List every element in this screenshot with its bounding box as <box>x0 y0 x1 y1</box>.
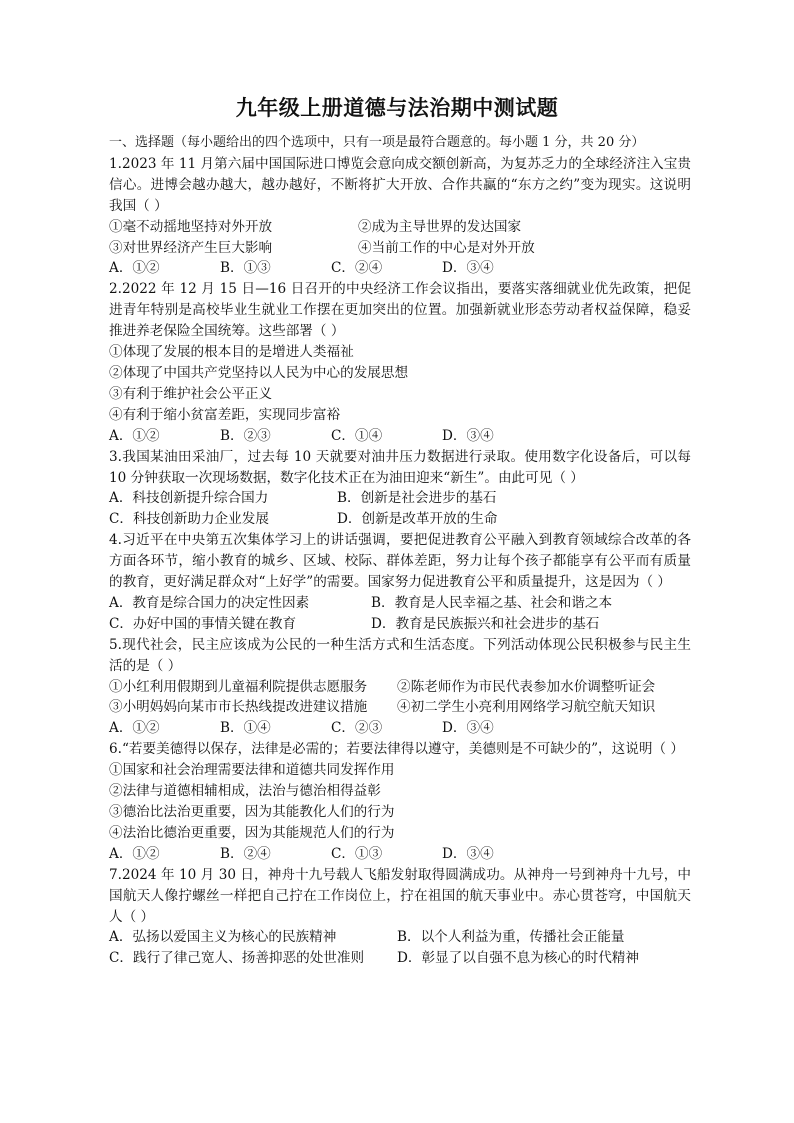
option-c[interactable]: C．②③ <box>331 720 383 737</box>
question-4-stem: 4.习近平在中央第五次集体学习上的讲话强调，要把促进教育公平融入到教育领域综合改革的各方面各环节，缩小教育的城乡、区域、校际、群体差距，努力让每个孩子都能享有公平而有质量的教育，更好满足群众对“上好学”的需要。国家努力促进教育公平和质量提升，这是因为（ ） <box>109 532 691 591</box>
question-4-options-row-1 <box>109 593 691 614</box>
option-b[interactable]: B．②④ <box>220 845 271 862</box>
page-title: 九年级上册道德与法治期中测试题 <box>235 95 559 120</box>
option-d[interactable]: D．创新是改革开放的生命 <box>337 511 498 528</box>
question-1-statements-row-2 <box>109 238 691 259</box>
section-heading: 一、选择题（每小题给出的四个选项中，只有一项是最符合题意的。每小题 1 分，共 20 分） <box>109 135 645 150</box>
option-a[interactable]: A．①② <box>109 260 160 277</box>
statement-2: ②体现了中国共产党坚持以人民为中心的发展思想 <box>109 364 409 381</box>
option-a[interactable]: A．①② <box>109 427 160 444</box>
question-3-stem: 3.我国某油田采油厂，过去每 10 天就要对油井压力数据进行录取。使用数字化设备后，可以每 10 分钟获取一次现场数据，数字化技术正在为油田迎来“新生”。由此可见（ ） <box>109 448 691 486</box>
statement-4: ④当前工作的中心是对外开放 <box>358 239 535 256</box>
question-5-statements-row-2 <box>109 697 691 718</box>
option-c[interactable]: C．办好中国的事情关键在教育 <box>109 615 297 632</box>
statement-3: ③有利于维护社会公平正义 <box>109 385 273 402</box>
option-d[interactable]: D．③④ <box>442 260 494 277</box>
option-a[interactable]: A．弘扬以爱国主义为核心的民族精神 <box>109 929 337 946</box>
question-6-stem: 6.“若要美德得以保存，法律是必需的；若要法律得以遵守，美德则是不可缺少的”，这说明（ ） <box>109 741 684 758</box>
option-d[interactable]: D．彰显了以自强不息为核心的时代精神 <box>397 950 639 967</box>
question-1-options <box>109 258 691 279</box>
option-b[interactable]: B．②③ <box>220 427 271 444</box>
option-a[interactable]: A．①② <box>109 845 160 862</box>
statement-1: ①小红利用假期到儿童福利院提供志愿服务 <box>109 678 368 695</box>
option-b[interactable]: B．创新是社会进步的基石 <box>337 490 497 507</box>
question-2-stem: 2.2022 年 12 月 15 日—16 日召开的中央经济工作会议指出，要落实落细就业优先政策，把促进青年特别是高校毕业生就业工作摆在更加突出的位置。加强新就业形态劳动者权益保障，稳妥推进养老保险全国统筹。这些部署（ ） <box>109 281 691 340</box>
statement-1: ①毫不动摇地坚持对外开放 <box>109 218 273 235</box>
statement-1: ①体现了发展的根本目的是增进人类福祉 <box>109 344 354 361</box>
option-c[interactable]: C．科技创新助力企业发展 <box>109 511 269 528</box>
option-d[interactable]: D．教育是民族振兴和社会进步的基石 <box>371 615 600 632</box>
question-5-stem: 5.现代社会，民主应该成为公民的一种生活方式和生活态度。下列活动体现公民积极参与民主生活的是（ ） <box>109 636 691 674</box>
option-b[interactable]: B．①③ <box>220 260 271 277</box>
question-7-options-row-1 <box>109 927 691 948</box>
statement-2: ②陈老师作为市民代表参加水价调整听证会 <box>397 678 656 695</box>
option-a[interactable]: A．教育是综合国力的决定性因素 <box>109 594 310 611</box>
question-4-options-row-2 <box>109 614 691 635</box>
option-d[interactable]: D．③④ <box>442 427 494 444</box>
statement-3: ③对世界经济产生巨大影响 <box>109 239 273 256</box>
statement-2: ②法律与道德相辅相成，法治与德治相得益彰 <box>109 783 381 800</box>
question-5-options <box>109 718 691 739</box>
statement-2: ②成为主导世界的发达国家 <box>358 218 522 235</box>
option-b[interactable]: B．教育是人民幸福之基、社会和谐之本 <box>371 594 613 611</box>
option-b[interactable]: B．以个人利益为重，传播社会正能量 <box>397 929 625 946</box>
option-c[interactable]: C．①④ <box>331 427 383 444</box>
question-list <box>109 133 691 969</box>
option-a[interactable]: A．①② <box>109 720 160 737</box>
question-1-stem: 1.2023 年 11 月第六届中国国际进口博览会意向成交额创新高，为复苏乏力的全球经济注入宝贵信心。进博会越办越大，越办越好，不断将扩大开放、合作共赢的“东方之约”变为现实。这说明我国（ ） <box>109 155 691 214</box>
option-c[interactable]: C．践行了律己宽人、扬善抑恶的处世准则 <box>109 950 365 967</box>
question-1-statements-row-1 <box>109 217 691 238</box>
question-7-stem: 7.2024 年 10 月 30 日，神舟十九号载人飞船发射取得圆满成功。从神舟一号到神舟十九号，中国航天人像拧螺丝一样把自己拧在工作岗位上，拧在祖国的航天事业中。赤心贯苍穹，中国航天人（ ） <box>109 866 691 925</box>
option-a[interactable]: A．科技创新提升综合国力 <box>109 490 269 507</box>
statement-3: ③小明妈妈向某市市长热线提改进建议措施 <box>109 699 368 716</box>
question-5-statements-row-1 <box>109 677 691 698</box>
question-6-options <box>109 844 691 865</box>
statement-1: ①国家和社会治理需要法律和道德共同发挥作用 <box>109 762 395 779</box>
question-3-options-row-1 <box>109 488 691 509</box>
question-7-options-row-2 <box>109 948 691 969</box>
question-3-options-row-2 <box>109 509 691 530</box>
option-c[interactable]: C．①③ <box>331 845 383 862</box>
statement-3: ③德治比法治更重要，因为其能教化人们的行为 <box>109 804 395 820</box>
statement-4: ④有利于缩小贫富差距，实现同步富裕 <box>109 406 341 423</box>
option-b[interactable]: B．①④ <box>220 720 271 737</box>
question-2-options <box>109 426 691 447</box>
option-c[interactable]: C．②④ <box>331 260 383 277</box>
option-d[interactable]: D．③④ <box>442 845 494 862</box>
statement-4: ④法治比德治更重要，因为其能规范人们的行为 <box>109 824 395 841</box>
statement-4: ④初二学生小亮利用网络学习航空航天知识 <box>397 699 656 716</box>
option-d[interactable]: D．③④ <box>442 720 494 737</box>
